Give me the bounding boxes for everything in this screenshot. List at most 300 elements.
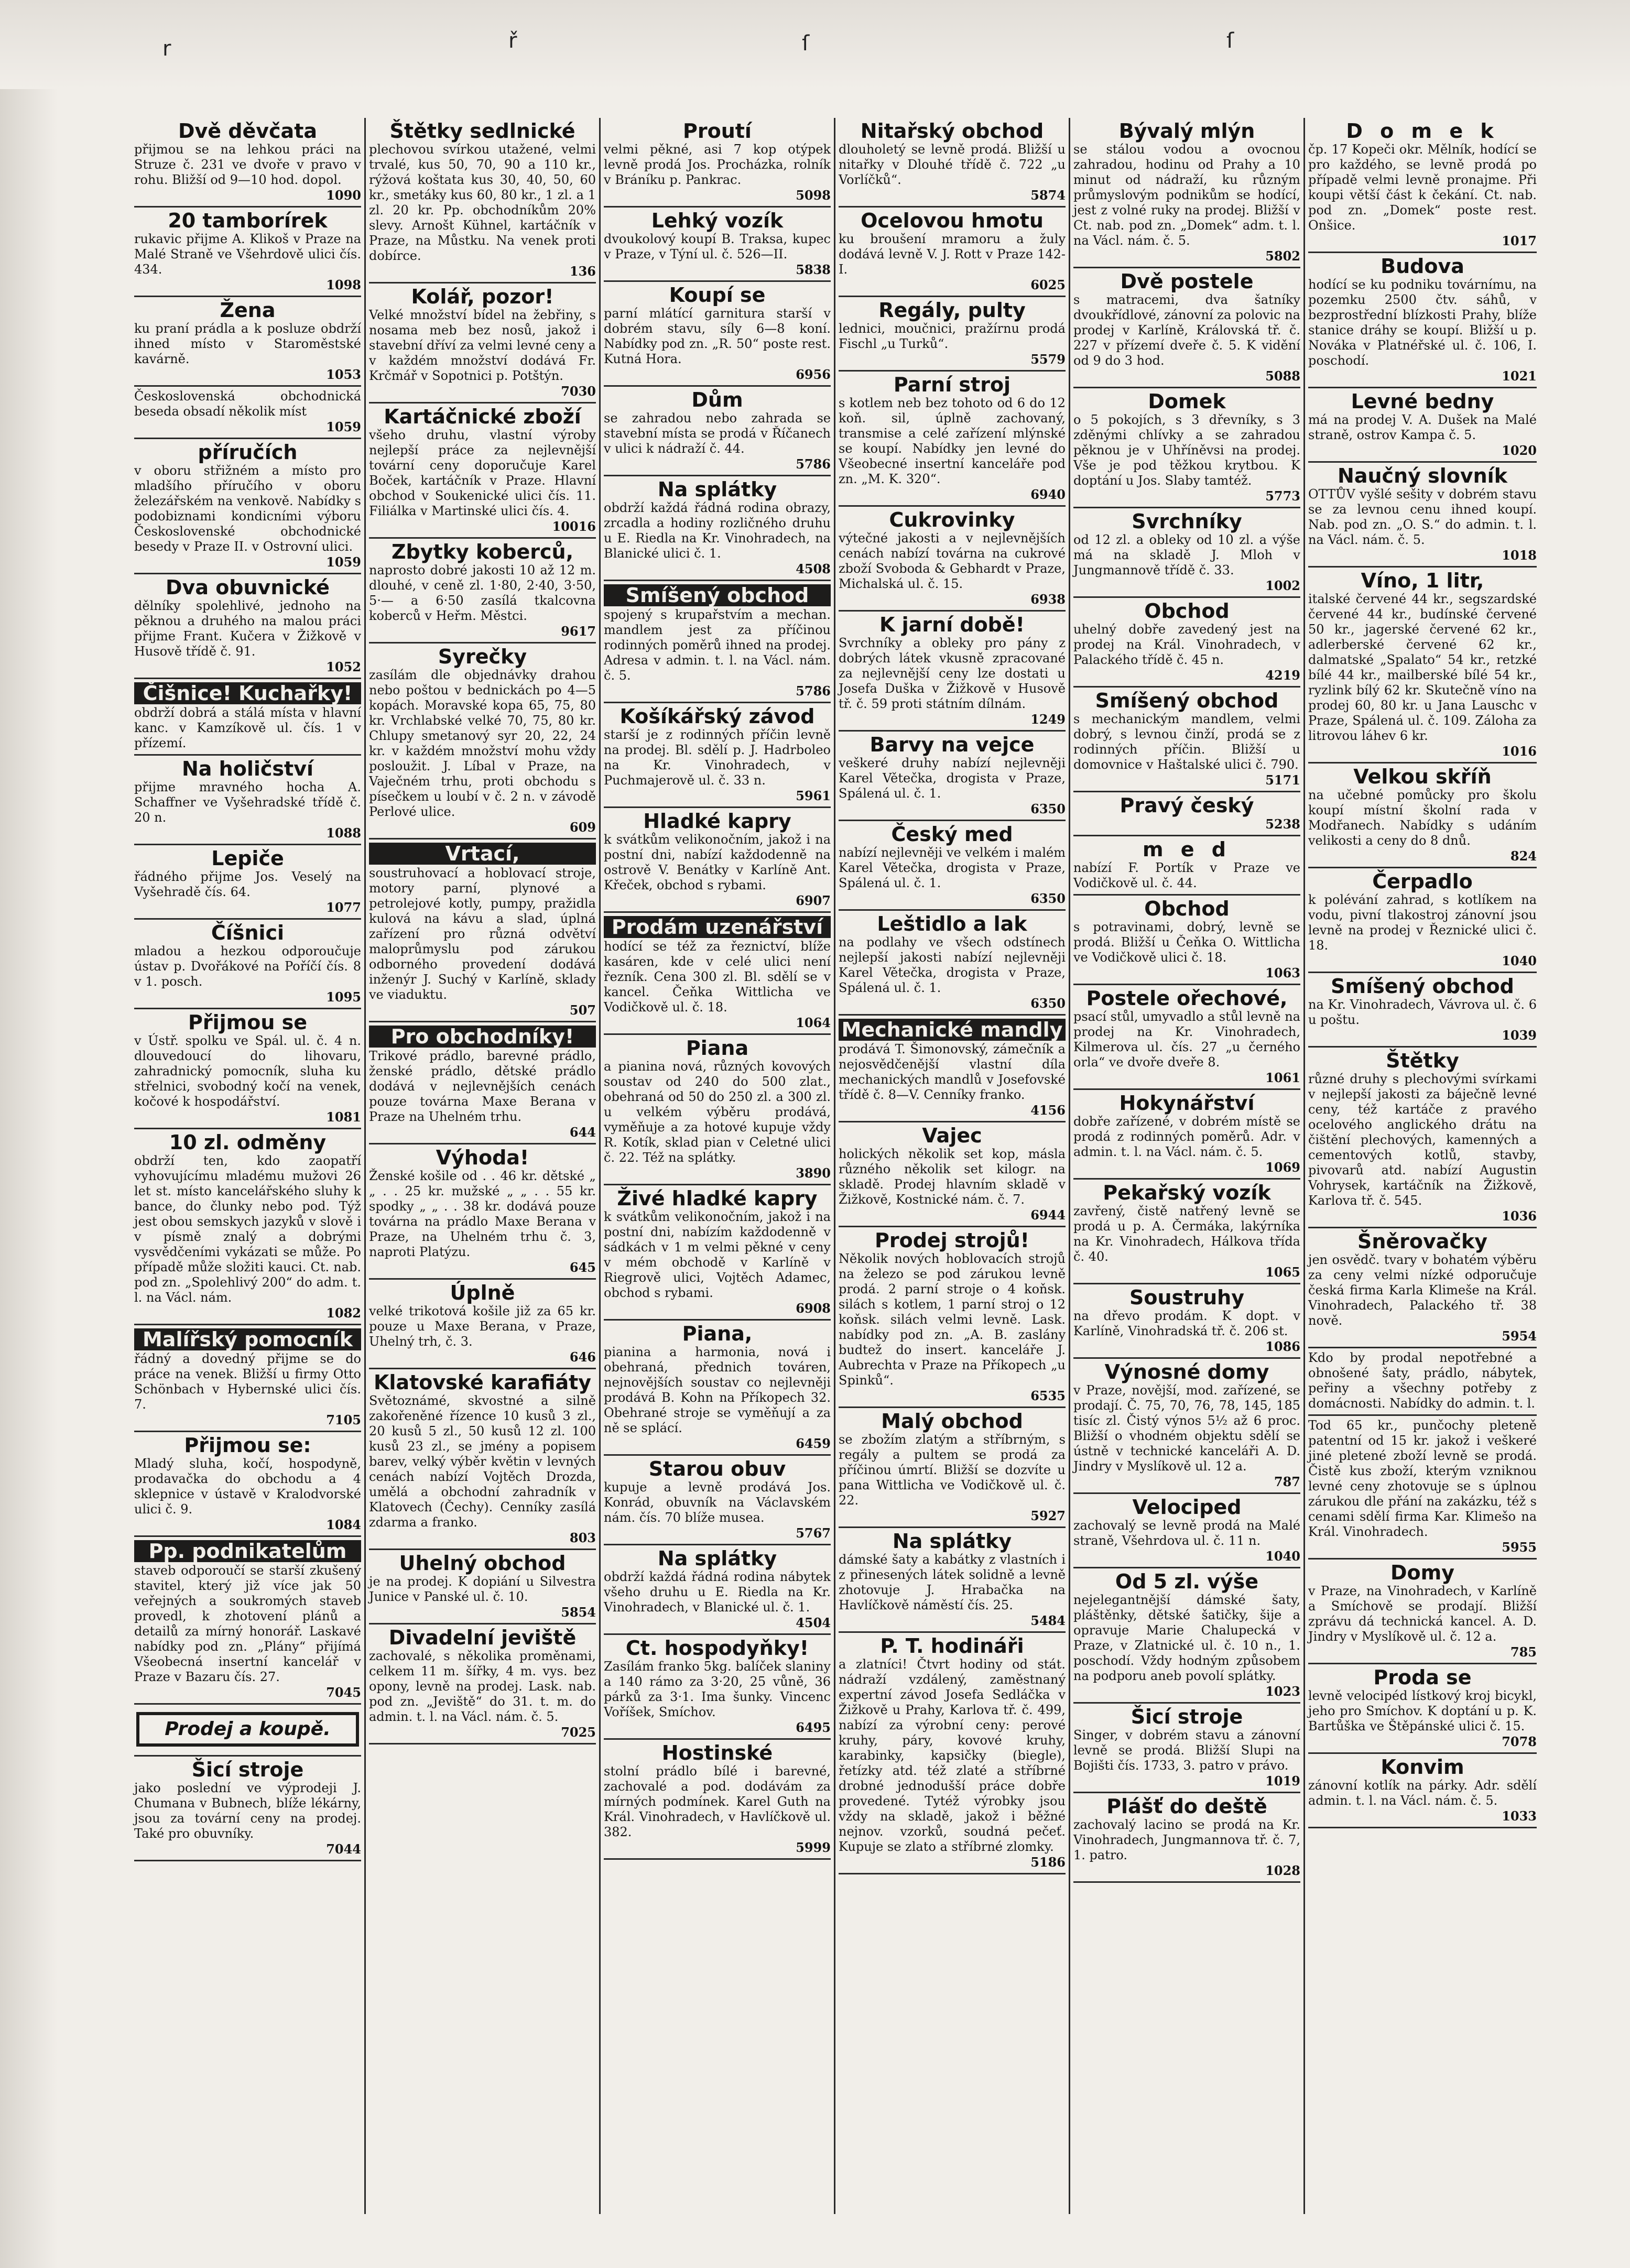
- ad-heading: Smíšený obchod: [1095, 689, 1279, 712]
- ad-heading: Budova: [1381, 255, 1464, 278]
- ad-text: k polévání zahrad, s kotlíkem na vodu, pivní tlakostroj zánovní jsou levně na prodej v Řeznické ulici č. 18.: [1308, 892, 1537, 953]
- ad-heading: Barvy na vejce: [870, 733, 1035, 756]
- ad-heading: Kolář, pozor!: [411, 285, 554, 308]
- ad-text: od 12 zl. a obleky od 10 zl. a výše má na skladě J. Mloh v Jungmannově třídě č. 33.: [1073, 532, 1300, 577]
- ad-number: 644: [569, 1125, 596, 1140]
- classified-ad: [1073, 508, 1300, 598]
- ad-text: dělníky spolehlivé, jednoho na pěknou a druhého na malou práci přijme Frant. Kučera v Žižkově v Husově třídě č. 91.: [134, 598, 361, 659]
- ad-text: Několik nových hoblovacích strojů na železo se pod zárukou levně prodá. 2 parní stroje o 4 koňsk. silách s kotlem, 1 parní stroj o 12 koňsk. silách velmi levně. Lask. nabídky pod zn. „A. B. zaslány budtež do insert. kanceláře J. Aubrechta v Praze na Příkopech „u Spinků“.: [839, 1251, 1066, 1388]
- classified-ad: [1308, 1228, 1537, 1348]
- classified-ad: [1073, 1359, 1300, 1494]
- classified-ad: [134, 387, 361, 439]
- ad-number: 5838: [796, 262, 831, 277]
- ad-heading: Smíšený obchod: [1331, 975, 1514, 998]
- ad-text: na dřevo prodám. K dopt. v Karlíně, Vinohradská tř. č. 206 st.: [1073, 1309, 1300, 1338]
- header-mark: r: [162, 37, 171, 61]
- ad-number: 1059: [326, 554, 361, 570]
- classified-ad: [839, 1408, 1066, 1528]
- ad-heading: Český med: [891, 823, 1013, 846]
- ad-heading: Dvě postele: [1120, 270, 1254, 293]
- ad-heading: Konvim: [1381, 1755, 1464, 1779]
- classified-ad: [369, 839, 596, 1022]
- ad-number: 5186: [1030, 1855, 1066, 1870]
- classified-ad: [604, 1321, 831, 1456]
- ad-text: s kotlem neb bez tohoto od 6 do 12 koň. sil, úplně zachovaný, transmise a celé zařízení mlýnské se koupí. Nabídky jen levné do Všeobecné insertní kanceláře pod zn. „M. K. 320“.: [839, 396, 1066, 486]
- ad-heading: Lepiče: [211, 847, 284, 870]
- ad-text: levně velocipéd lístkový kroj bicykl, jeho pro Smíchov. K doptání u p. K. Bartůška ve Štěpánské ulici č. 15.: [1308, 1688, 1537, 1733]
- ad-heading: Prodej a koupě.: [165, 1718, 331, 1740]
- ad-text: v Praze, na Vinohradech, v Karlíně a Smíchově se prodají. Bližší zprávu dá technická kancel. A. D. Jindry v Myslíkově ul. č. 12 a.: [1308, 1584, 1537, 1644]
- ad-text: k svátkům velikonočním, jakož i na postní dni, nabízí každodenně na ostrově V. Benátky v Karlíně Ant. Křeček, obchod s rybami.: [604, 832, 831, 892]
- ad-heading: příručích: [198, 441, 298, 464]
- ad-number: 4508: [796, 561, 831, 576]
- classified-ad: [369, 1022, 596, 1144]
- ad-number: 1033: [1502, 1808, 1537, 1824]
- classified-ad: [1073, 1284, 1300, 1359]
- ad-number: 646: [569, 1349, 596, 1365]
- classified-ad: [604, 1740, 831, 1860]
- classified-ad: [1073, 985, 1300, 1090]
- ad-column: [1305, 118, 1540, 2214]
- classified-ad: [1308, 1048, 1537, 1228]
- classified-ad: [1073, 1180, 1300, 1284]
- ad-number: 5802: [1265, 248, 1300, 264]
- ad-number: 5954: [1502, 1328, 1537, 1344]
- ad-number: 5171: [1265, 772, 1300, 788]
- classified-ad: [604, 282, 831, 387]
- ad-number: 6944: [1030, 1207, 1066, 1223]
- classified-ad: [604, 703, 831, 808]
- classified-ad: [604, 913, 831, 1035]
- ad-heading: Piana,: [682, 1322, 753, 1345]
- ad-heading: Dva obuvnické: [166, 576, 330, 599]
- classified-ad: [839, 821, 1066, 911]
- ad-number: 7025: [561, 1725, 596, 1740]
- ad-text: k svátkům velikonočním, jakož i na postní dni, nabízím každodenně v sádkách v 1 m velmi pěkné v ceny v mém obchodě v Karlíně v Riegrově ulici, Vojtěch Adamec, obchod s rybami.: [604, 1209, 831, 1300]
- classified-ad: [134, 679, 361, 756]
- ad-number: 6908: [796, 1301, 831, 1316]
- classified-ad: [134, 845, 361, 920]
- ad-text: rukavic přijme A. Klikoš v Praze na Malé Straně ve Všehrdově ulici čís. 434.: [134, 232, 361, 277]
- scan-shadow-left: [0, 0, 58, 2268]
- ad-heading: Smíšený obchod: [604, 584, 831, 606]
- ad-text: v Ústř. spolku ve Spál. ul. č. 4 n. dlouvedoucí do lihovaru, zahradnický pomocník, sluha ku střelnici, svobodný kočí na venek, kočové k hospodářství.: [134, 1033, 361, 1109]
- classified-ad: [369, 118, 596, 284]
- ad-text: soustruhovací a hoblovací stroje, motory parní, plynové a petrolejové kotly, pumpy, pražidla kulová na kávu a slad, úplná zařízení pro různá odvětví maloprůmyslu pod zárukou odborného provedení dodává inženýr J. Suchý v Karlíně, sklady ve viaduktu.: [369, 866, 596, 1002]
- ad-number: 5874: [1030, 188, 1066, 203]
- ad-heading: Regály, pulty: [878, 299, 1026, 322]
- classified-ad: [1073, 896, 1300, 985]
- ad-number: 4156: [1030, 1103, 1066, 1118]
- header-mark: ſ: [802, 31, 810, 56]
- ad-number: 1018: [1502, 548, 1537, 563]
- classified-ad: [604, 808, 831, 913]
- classified-ad: [604, 476, 831, 581]
- ad-text: parní mlátící garnitura starší v dobrém stavu, síly 6—8 koní. Nabídky pod zn. „R. 50“ poste rest. Kutná Hora.: [604, 306, 831, 366]
- classified-ad: [1073, 1568, 1300, 1704]
- classified-ad: [1073, 836, 1300, 896]
- ad-number: 609: [569, 820, 596, 835]
- ad-number: 1053: [326, 367, 361, 382]
- ad-number: 6350: [1030, 801, 1066, 816]
- ad-number: 1023: [1265, 1684, 1300, 1699]
- ad-heading: Pro obchodníky!: [369, 1026, 596, 1048]
- ad-heading: Štětky: [1386, 1049, 1459, 1072]
- classified-ad: [839, 612, 1066, 732]
- ad-text: prodává T. Šimonovský, zámečník a nejosvědčenější vlastní díla mechanických mandlů v Josefovské třídě č. 8—V. Cenníky franko.: [839, 1042, 1066, 1102]
- classified-columns: [131, 118, 1551, 2214]
- ad-text: zachovalé, s několika proměnami, celkem 11 m. šířky, 4 m. vys. bez opony, levně na prodej. Lask. nab. pod zn. „Jeviště“ do 31. t. m. do admin. t. l. na Václ. nám. č. 5.: [369, 1649, 596, 1724]
- ad-text: Světoznámé, skvostné a silně zakořeněné řízence 10 kusů 3 zl., 20 kusů 5 zl., 50 kusů 12 zl. 100 kusů 23 zl., se jmény a popisem barev, velký výběr květin v levných cenách nabízí Vojtěch Drozda, umělá a obchodní zahradník v Klatovech (Čechy). Cenníky zasílá zdarma a franko.: [369, 1393, 596, 1530]
- ad-text: mladou a hezkou odporoučuje ústav p. Dvořákové na Poříčí čís. 8 v 1. posch.: [134, 944, 361, 989]
- ad-text: zasílám dle objednávky drahou nebo poštou v bednickách po 4—5 kopách. Moravské kopa 65, 75, 80 kr. Vrchlabské velké 70, 75, 80 kr. Chlupy smetanový syr 20, 22, 24 kr. v každém množství mohu vždy posloužit. J. Líbal v Praze, na Vaječném trhu, proti obchodu s písečkem u loubí v č. 2 n. v závodě Perlové ulice.: [369, 668, 596, 819]
- classified-ad: [1073, 1090, 1300, 1180]
- ad-number: 9617: [561, 624, 596, 639]
- classified-ad: [1073, 1704, 1300, 1793]
- classified-ad: [604, 581, 831, 703]
- classified-ad: [1308, 568, 1537, 764]
- ad-number: 3890: [796, 1165, 831, 1181]
- classified-ad: [1073, 688, 1300, 792]
- classified-ad: [1308, 973, 1537, 1048]
- ad-number: 5484: [1030, 1613, 1066, 1628]
- ad-number: 1040: [1502, 953, 1537, 968]
- ad-text: lednici, moučnici, pražírnu prodá Fischl „u Turků“.: [839, 321, 1066, 351]
- ad-text: Mladý sluha, kočí, hospodyně, prodavačka do obchodu a 4 sklepnice v ústavě v Kralodvorské ulici č. 9.: [134, 1456, 361, 1517]
- ad-heading: Mechanické mandly: [839, 1019, 1066, 1041]
- ad-number: 1019: [1265, 1773, 1300, 1789]
- ad-heading: Svrchníky: [1132, 510, 1242, 533]
- classified-ad: [134, 1325, 361, 1432]
- classified-ad: [134, 1705, 361, 1757]
- ad-number: 1249: [1030, 712, 1066, 727]
- classified-ad: [134, 1009, 361, 1129]
- ad-text: Trikové prádlo, barevné prádlo, ženské prádlo, dětské prádlo dodává v nejlevnějších cenách pouze továrna Maxe Berana v Praze na Uhelném trhu.: [369, 1049, 596, 1124]
- ad-text: se zahradou nebo zahrada se stavební místa se prodá v Říčanech v ulici k nádraží č. 44.: [604, 411, 831, 456]
- ad-heading: Obchod: [1144, 897, 1230, 920]
- ad-text: výtečné jakosti a v nejlevnějších cenách nabízí továrna na cukrové zboží Svoboda & Gebhardt v Praze, Michalská ul. č. 15.: [839, 531, 1066, 591]
- ad-heading: Výnosné domy: [1104, 1360, 1269, 1383]
- classified-ad: [1073, 598, 1300, 688]
- classified-ad: [1308, 764, 1537, 868]
- ad-text: Zasílám franko 5kg. balíček slaniny a 140 rámo za 3·20, 25 vůně, 36 párků za 3·1. Ima šunky. Vincenc Voříšek, Smíchov.: [604, 1659, 831, 1719]
- ad-heading: Pp. podnikatelům: [134, 1540, 361, 1562]
- ad-heading: Číšnici: [211, 921, 285, 944]
- ad-text: zachovalý se levně prodá na Malé straně, Všehrdova ul. č. 11 n.: [1073, 1518, 1300, 1548]
- ad-number: 1063: [1265, 965, 1300, 980]
- ad-text: se zbožím zlatým a stříbrným, s regály a pultem se prodá za příčinou úmrtí. Bližší se dozvíte u pana Wittlicha ve Vodičkově ul. č. 22.: [839, 1432, 1066, 1508]
- ad-heading: Klatovské karafiáty: [373, 1371, 592, 1394]
- classified-ad: [369, 284, 596, 404]
- ad-text: všeho druhu, vlastní výroby nejlepší práce za nejlevnější tovární ceny doporučuje Karel Boček, kartáčník v Praze. Hlavní obchod v Soukenické ulici čís. 11. Filiálka v Martinské ulici čís. 4.: [369, 428, 596, 518]
- ad-heading: Levné bedny: [1351, 390, 1494, 413]
- ad-text: Československá obchodnická beseda obsadí několik míst: [134, 389, 361, 419]
- ad-text: obdrží dobrá a stálá místa v hlavní kanc. v Kamzíkově ul. čís. 1 v přízemí.: [134, 705, 361, 750]
- classified-ad: [369, 1550, 596, 1624]
- header-mark: ř: [508, 29, 517, 53]
- ad-text: řádný a dovedný přijme se do práce na venek. Bližší u firmy Otto Schönbach v Hybernské ulici čís. 7.: [134, 1351, 361, 1412]
- classified-ad: [1308, 868, 1537, 973]
- ad-text: hodící se ku podniku továrnímu, na pozemku 2500 čtv. sáhů, v bezprostřední blízkosti Prahy, blíže stanice dráhy se koupí. Bližší u p. Nováka v Platnéřské ul. č. 106, I. poschodí.: [1308, 277, 1537, 368]
- ad-text: holických několik set kop, másla různého několik set kilogr. na skladě. Prodej hlavním skladě v Žižkově, Kostnické nám. č. 7.: [839, 1147, 1066, 1207]
- classified-ad: [1308, 388, 1537, 463]
- ad-text: nabízí nejlevněji ve velkém i malém Karel Větečka, drogista v Praze, Spálená ul. č. 1.: [839, 845, 1066, 890]
- ad-number: 5999: [796, 1840, 831, 1855]
- classified-ad: [1073, 792, 1300, 836]
- ad-number: 5088: [1265, 368, 1300, 384]
- classified-ad: [1308, 1416, 1537, 1560]
- classified-ad: [839, 1528, 1066, 1633]
- ad-text: na Kr. Vinohradech, Vávrova ul. č. 6 u poštu.: [1308, 997, 1537, 1027]
- ad-number: 4504: [796, 1615, 831, 1630]
- ad-heading: Od 5 zl. výše: [1115, 1570, 1259, 1593]
- ad-heading: Uhelný obchod: [399, 1552, 566, 1575]
- ad-number: 1086: [1265, 1339, 1300, 1354]
- ad-text: se stálou vodou a ovocnou zahradou, hodinu od Prahy a 10 minut od nádraží, ku různým průmyslovým podnikům se hodící, jest z volné ruky na prodej. Bližší v Ct. nab. pod zn. „Domek“ adm. t. l. na Václ. nám. č. 5.: [1073, 142, 1300, 248]
- ad-heading: Malý obchod: [881, 1410, 1023, 1433]
- ad-heading: Čišnice! Kuchařky!: [134, 682, 361, 704]
- ad-heading: D o m e k: [1346, 119, 1499, 143]
- ad-text: spojený s krupařstvím a mechan. mandlem jest za příčinou rodinných poměrů ihned na prodej. Adresa v admin. t. l. na Václ. nám. č. 5.: [604, 607, 831, 683]
- header-mark: ſ: [1226, 29, 1234, 53]
- ad-text: zavřený, čistě natřený levně se prodá u p. A. Čermáka, lakýrníka na Kr. Vinohradech, Hálkova třída č. 40.: [1073, 1204, 1300, 1264]
- classified-ad: [604, 1635, 831, 1740]
- ad-heading: Cukrovinky: [889, 508, 1015, 531]
- ad-heading: Šicí stroje: [191, 1758, 304, 1781]
- classified-ad: [1073, 1494, 1300, 1568]
- ad-column: [835, 118, 1070, 2214]
- ad-text: naprosto dobré jakosti 10 až 12 m. dlouhé, v ceně zl. 1·80, 2·40, 3·50, 5·— a 6·50 zasílá tkalcovna koberců v Heřm. Městci.: [369, 563, 596, 623]
- classified-ad: [369, 404, 596, 539]
- ad-text: dobře zařízené, v dobrém místě se prodá z rodinných poměrů. Adr. v admin. t. l. na Václ. nám. č. 5.: [1073, 1114, 1300, 1159]
- ad-column: [601, 118, 835, 2214]
- ad-heading: Prodej strojů!: [875, 1229, 1029, 1252]
- ad-heading: Živé hladké kapry: [617, 1187, 818, 1210]
- classified-ad: [604, 1456, 831, 1545]
- classified-ad: [134, 439, 361, 574]
- ad-number: 6956: [796, 367, 831, 382]
- ad-number: 1002: [1265, 578, 1300, 593]
- ad-text: zánovní kotlík na párky. Adr. sdělí admin. t. l. na Václ. nám. č. 5.: [1308, 1778, 1537, 1808]
- ad-number: 507: [569, 1002, 596, 1018]
- classified-ad: [604, 1035, 831, 1185]
- ad-text: Velké množství bídel na žebřiny, s nosama meb bez nosů, jakož i stavební dříví za velmi levné ceny a v každém množství dodává Fr. Krčmář v Sopotnici p. Potštýn.: [369, 308, 596, 383]
- ad-heading: m e d: [1142, 838, 1232, 861]
- ad-number: 1059: [326, 419, 361, 434]
- ad-text: a zlatníci! Čtvrt hodiny od stát. nádraží vzdálený, zaměstnaný expertní závod Josefa Sedláčka v Žižkově u Prahy, Karlova tř. č. 499, nabízí za výrobní ceny: perové kruhy, páry, kovové kruhy, karabinky, kapsičky (biegle), řetízky atd. též zlaté a stříbrné drobné jednodušší práce dobře provedené. Tytéž výrobky jsou vždy na skladě, jakož i běžné nejnov. vzorků, soudná pečeť. Kupuje se zlato a stříbrné zlomky.: [839, 1657, 1066, 1854]
- ad-text: s mechanickým mandlem, velmi dobrý, s levnou činží, prodá se z rodinných příčin. Bližší u domovnice v Haštalské ulici č. 790.: [1073, 712, 1300, 772]
- ad-text: na učebné pomůcky pro školu koupí místní školní rada v Modřanech. Nabídky s udáním velikosti a ceny do 8 dnů.: [1308, 788, 1537, 848]
- ad-heading: Přijmou se: [188, 1011, 308, 1034]
- ad-heading: Prodám uzenářství: [604, 916, 831, 938]
- ad-heading: Žena: [220, 299, 276, 322]
- classified-ad: [369, 1624, 596, 1744]
- ad-number: 5773: [1265, 488, 1300, 504]
- classified-ad: [369, 1280, 596, 1369]
- ad-heading: Šicí stroje: [1131, 1705, 1243, 1728]
- ad-heading: Piana: [686, 1037, 749, 1060]
- ad-text: a pianina nová, různých kovových soustav od 240 do 500 zlat., obehraná od 50 do 250 zl. a 300 zl. u velkém výběru prodává, vyměňuje a za hotové kupuje vždy R. Kotík, sklad pian v Celetné ulici č. 22. Též na splátky.: [604, 1059, 831, 1165]
- ad-number: 5098: [796, 188, 831, 203]
- ad-column: [366, 118, 601, 2214]
- classified-ad: [1308, 463, 1537, 568]
- classified-ad: [604, 208, 831, 282]
- ad-text: obdrží každá řádná rodina obrazy, zrcadla a hodiny rozličného druhu u E. Riedla na Kr. Vinohradech, na Blanické ulici č. 1.: [604, 500, 831, 561]
- ad-heading: 10 zl. odměny: [169, 1131, 327, 1154]
- ad-number: 1084: [326, 1517, 361, 1532]
- ad-number: 1036: [1502, 1208, 1537, 1224]
- ad-number: 7105: [326, 1412, 361, 1427]
- ad-number: 1065: [1265, 1264, 1300, 1280]
- ad-number: 1095: [326, 989, 361, 1005]
- ad-text: uhelný dobře zavedený jest na prodej na Král. Vinohradech, v Palackého třídě č. 45 n.: [1073, 622, 1300, 667]
- ad-text: v oboru střižném a místo pro mladšího příručího v oboru železářském na venkově. Nabídky s podobiznami kondicními výboru Československé obchodnické besedy v Praze II. v Ostrovní ulici.: [134, 463, 361, 554]
- classified-ad: [134, 208, 361, 297]
- classified-ad: [369, 1144, 596, 1280]
- classified-ad: [1308, 1348, 1537, 1416]
- ad-text: přijme mravného hocha A. Schaffner ve Vyšehradské třídě č. 20 n.: [134, 780, 361, 825]
- ad-number: 1069: [1265, 1160, 1300, 1175]
- classified-ad: [1308, 1754, 1537, 1828]
- ad-heading: Hokynářství: [1119, 1092, 1255, 1115]
- classified-ad: [839, 1227, 1066, 1408]
- ad-text: starší je z rodinných příčin levně na prodej. Bl. sdělí p. J. Hadrboleo na Kr. Vinohradech, v Puchmajerově ul. č. 33 n.: [604, 727, 831, 788]
- classified-ad: [134, 1432, 361, 1537]
- ad-heading: Leštidlo a lak: [877, 912, 1027, 935]
- ad-heading: Na splátky: [657, 1547, 777, 1570]
- classified-ad: [369, 644, 596, 839]
- ad-heading: Štětky sedlnické: [389, 119, 575, 143]
- ad-text: dvoukolový koupí B. Traksa, kupec v Praze, v Týní ul. č. 526—II.: [604, 232, 831, 261]
- ad-number: 6938: [1030, 592, 1066, 607]
- ad-heading: Úplně: [450, 1281, 515, 1304]
- ad-heading: Dům: [691, 388, 743, 411]
- ad-heading: Lehký vozík: [651, 209, 784, 232]
- ad-number: 803: [569, 1530, 596, 1545]
- classified-ad: [604, 387, 831, 476]
- ad-heading: Domy: [1390, 1561, 1454, 1584]
- ad-heading: Divadelní jeviště: [388, 1626, 577, 1649]
- ad-heading: Soustruhy: [1129, 1286, 1244, 1309]
- ad-heading: Proutí: [683, 119, 752, 143]
- ad-text: Tod 65 kr., punčochy pleteně patentní od 15 kr. jakož i veškeré jiné pletené zboží levně se prodá. Čistě kus zboží, kterým vzniknou levné ceny zhotovuje se s úplnou zárukou dle přání na zakázku, též s cenami sdělí firma Kar. Klimešo na Král. Vinohradech.: [1308, 1418, 1537, 1539]
- ad-heading: 20 tamborírek: [168, 209, 328, 232]
- ad-text: hodící se též za řeznictví, blíže kasáren, kde v celé ulici není řezník. Cena 300 zl. Bl. sdělí se v kancel. Čeňka Wittlicha ve Vodičkově ul. č. 18.: [604, 939, 831, 1015]
- classified-ad: [1308, 1560, 1537, 1664]
- ad-text: velmi pěkné, asi 7 kop otýpek levně prodá Jos. Procházka, rolník v Bráníku p. Pankrac.: [604, 142, 831, 187]
- ad-number: 5961: [796, 788, 831, 803]
- ad-text: s potravinami, dobrý, levně se prodá. Bližší u Čeňka O. Wittlicha ve Vodičkově ulici č. 18.: [1073, 920, 1300, 965]
- ad-text: různé druhy s plechovými svírkami v nejlepší jakosti za báječně levné ceny, též kartáče z pravého ocelového anglického drátu na čištění plechových, kamenných a cementových kotlů, stavby, pivovarů atd. nabízí Augustin Vohrysek, kartáčník na Žižkově, Karlova tř. č. 545.: [1308, 1072, 1537, 1208]
- ad-number: 5786: [796, 456, 831, 472]
- ad-text: Singer, v dobrém stavu a zánovní levně se prodá. Bližší Slupi na Bojišti čís. 1733, 3. patro v právo.: [1073, 1728, 1300, 1773]
- classified-ad: [839, 732, 1066, 821]
- ad-text: v Praze, novější, mod. zařízené, se prodají. Č. 75, 70, 76, 78, 145, 185 tisíc zl. Čistý výnos 5½ až 6 proc. Bližší o vhodném objektu sdělí se ústně v technické kanceláři A. D. Jindry v Myslíkově ul. 12 a.: [1073, 1383, 1300, 1474]
- ad-number: 5579: [1030, 352, 1066, 367]
- scan-shadow-top: [0, 0, 1630, 89]
- ad-heading: Postele ořechové,: [1086, 987, 1288, 1010]
- classified-ad: [134, 1129, 361, 1325]
- ad-number: 5238: [1265, 816, 1300, 832]
- ad-heading: Hostinské: [661, 1741, 773, 1764]
- ad-text: čp. 17 Kopeči okr. Mělník, hodící se pro každého, se levně prodá po případě velmi levně pronajme. Při koupi větší část k čekání. Ct. nab. pod zn. „Domek“ poste rest. Onšice.: [1308, 142, 1537, 233]
- ad-heading: K jarní době!: [879, 613, 1025, 636]
- ad-number: 1017: [1502, 233, 1537, 248]
- ad-number: 6025: [1030, 277, 1066, 292]
- ad-text: má na prodej V. A. Dušek na Malé straně, ostrov Kampa č. 5.: [1308, 412, 1537, 442]
- ad-heading: Ct. hospodyňky!: [625, 1637, 809, 1660]
- ad-number: 1081: [326, 1109, 361, 1125]
- classified-ad: [1073, 388, 1300, 508]
- classified-ad: [839, 208, 1066, 297]
- ad-number: 6940: [1030, 487, 1066, 502]
- classified-ad: [134, 756, 361, 845]
- ad-number: 6350: [1030, 891, 1066, 906]
- ad-number: 136: [569, 264, 596, 279]
- ad-heading: Naučný slovník: [1338, 464, 1507, 487]
- section-heading-box: [136, 1712, 359, 1747]
- ad-text: kupuje a levně prodává Jos. Konrád, obuvník na Václavském nám. čís. 70 blíže musea.: [604, 1480, 831, 1525]
- ad-number: 1020: [1502, 443, 1537, 458]
- ad-text: s matracemi, dva šatníky dvoukřídlové, zánovní za polovic na prodej v Karlíně, Královská tř. č. 227 v přízemí dveře č. 5. K vidění od 9 do 3 hod.: [1073, 292, 1300, 368]
- ad-text: nabízí F. Portík v Praze ve Vodičkově ul. č. 44.: [1073, 860, 1300, 890]
- ad-text: zachovalý lacino se prodá na Kr. Vinohradech, Jungmannova tř. č. 7, 1. patro.: [1073, 1817, 1300, 1862]
- ad-text: ku broušení mramoru a žuly dodává levně V. J. Rott v Praze 142-I.: [839, 232, 1066, 277]
- classified-ad: [1073, 118, 1300, 268]
- ad-heading: Pekařský vozík: [1103, 1181, 1271, 1204]
- ad-heading: Dvě děvčata: [178, 119, 318, 143]
- ad-text: obdrží ten, kdo zaopatří vyhovujícímu mladému mužovi 26 let st. místo kancelářského sluhy k bance, do člunky nebo pod. Týž jest obou semskych jazyků v slově i v písmě znalý a dobrými vysvědčeními vykázati se může. Po případě může složiti kauci. Ct. nab. pod zn. „Spolehlivý 200“ do adm. t. l. na Václ. nám.: [134, 1153, 361, 1305]
- ad-text: velké trikotová košile již za 65 kr. pouze u Maxe Berana, v Praze, Uhelný trh, č. 3.: [369, 1304, 596, 1349]
- classified-ad: [134, 297, 361, 387]
- ad-number: 7045: [326, 1685, 361, 1700]
- ad-number: 785: [1510, 1644, 1537, 1660]
- classified-ad: [1073, 1793, 1300, 1883]
- ad-number: 5786: [796, 683, 831, 699]
- ad-text: Kdo by prodal nepotřebné a obnošené šaty, prádlo, nábytek, peřiny a všechny potřeby z domácnosti. Nabídky do admin. t. l.: [1308, 1350, 1537, 1411]
- ad-text: na podlahy ve všech odstínech nejlepší jakosti nabízí nejlevněji Karel Větečka, drogista v Praze, Spálená ul. č. 1.: [839, 935, 1066, 995]
- ad-number: 5927: [1030, 1508, 1066, 1523]
- ad-number: 1039: [1502, 1028, 1537, 1043]
- ad-number: 1021: [1502, 368, 1537, 384]
- classified-ad: [1308, 253, 1537, 388]
- ad-heading: Přijmou se:: [184, 1434, 311, 1457]
- ad-heading: Domek: [1148, 390, 1226, 413]
- ad-text: ku praní prádla a k posluze obdrží ihned místo v Staroměstské kavárně.: [134, 321, 361, 366]
- ad-heading: Velociped: [1132, 1496, 1242, 1519]
- ad-number: 645: [569, 1260, 596, 1275]
- ad-text: řádného přijme Jos. Veselý na Vyšehradě čís. 64.: [134, 869, 361, 899]
- ad-text: dámské šaty a kabátky z vlastních i z přinesených látek solidně a levně zhotovuje J. Hrabačka na Havlíčkově náměstí čís. 25.: [839, 1552, 1066, 1612]
- classified-ad: [369, 539, 596, 644]
- ad-heading: Plášť do deště: [1106, 1795, 1267, 1818]
- ad-text: nejelegantnější dámské šaty, pláštěnky, dětské šatičky, šije a opravuje Marie Chalupecká v Praze, v Zlatnické ul. č. 10 n., 1. poschodí. Vždy hodným způsobem na podporu aneb povolí splátky.: [1073, 1593, 1300, 1683]
- ad-heading: Nitařský obchod: [860, 119, 1044, 143]
- ad-text: Ženské košile od . . 46 kr. dětské „ „ . . 25 kr. mužské „ „ . . 55 kr. spodky „ „ . . 38 kr. dodává pouze továrna na prádlo Maxe Berana v Praze, na Uhelném trhu č. 3, naproti Platýzu.: [369, 1169, 596, 1259]
- classified-ad: [839, 1016, 1066, 1122]
- ad-heading: Proda se: [1373, 1666, 1472, 1689]
- ad-text: staveb odporoučí se starší zkušený stavitel, který již více jak 50 veřejných a soukromých staveb provedl, k zhotovení plánů a detailů za mírný honorář. Laskavé nabídky pod zn. „Plány“ přijímá Všeobecná insertní kancelář v Praze v Bazaru čís. 27.: [134, 1563, 361, 1684]
- ad-heading: Velkou skříň: [1353, 765, 1492, 788]
- ad-text: obdrží každá řádná rodina nábytek všeho druhu u E. Riedla na Kr. Vinohradech, v Blanické ul. č. 1.: [604, 1569, 831, 1615]
- ad-text: psací stůl, umyvadlo a stůl levně na prodej na Kr. Vinohradech, Kilmerova ul. čís. 27 „u černého orla“ ve dvoře dveře 8.: [1073, 1009, 1300, 1070]
- ad-number: 5955: [1502, 1540, 1537, 1555]
- classified-ad: [134, 574, 361, 679]
- ad-heading: Kartáčnické zboží: [384, 405, 581, 428]
- ad-heading: Zbytky koberců,: [391, 540, 574, 563]
- ad-heading: Košíkářský závod: [620, 705, 815, 728]
- ad-number: 6495: [796, 1720, 831, 1735]
